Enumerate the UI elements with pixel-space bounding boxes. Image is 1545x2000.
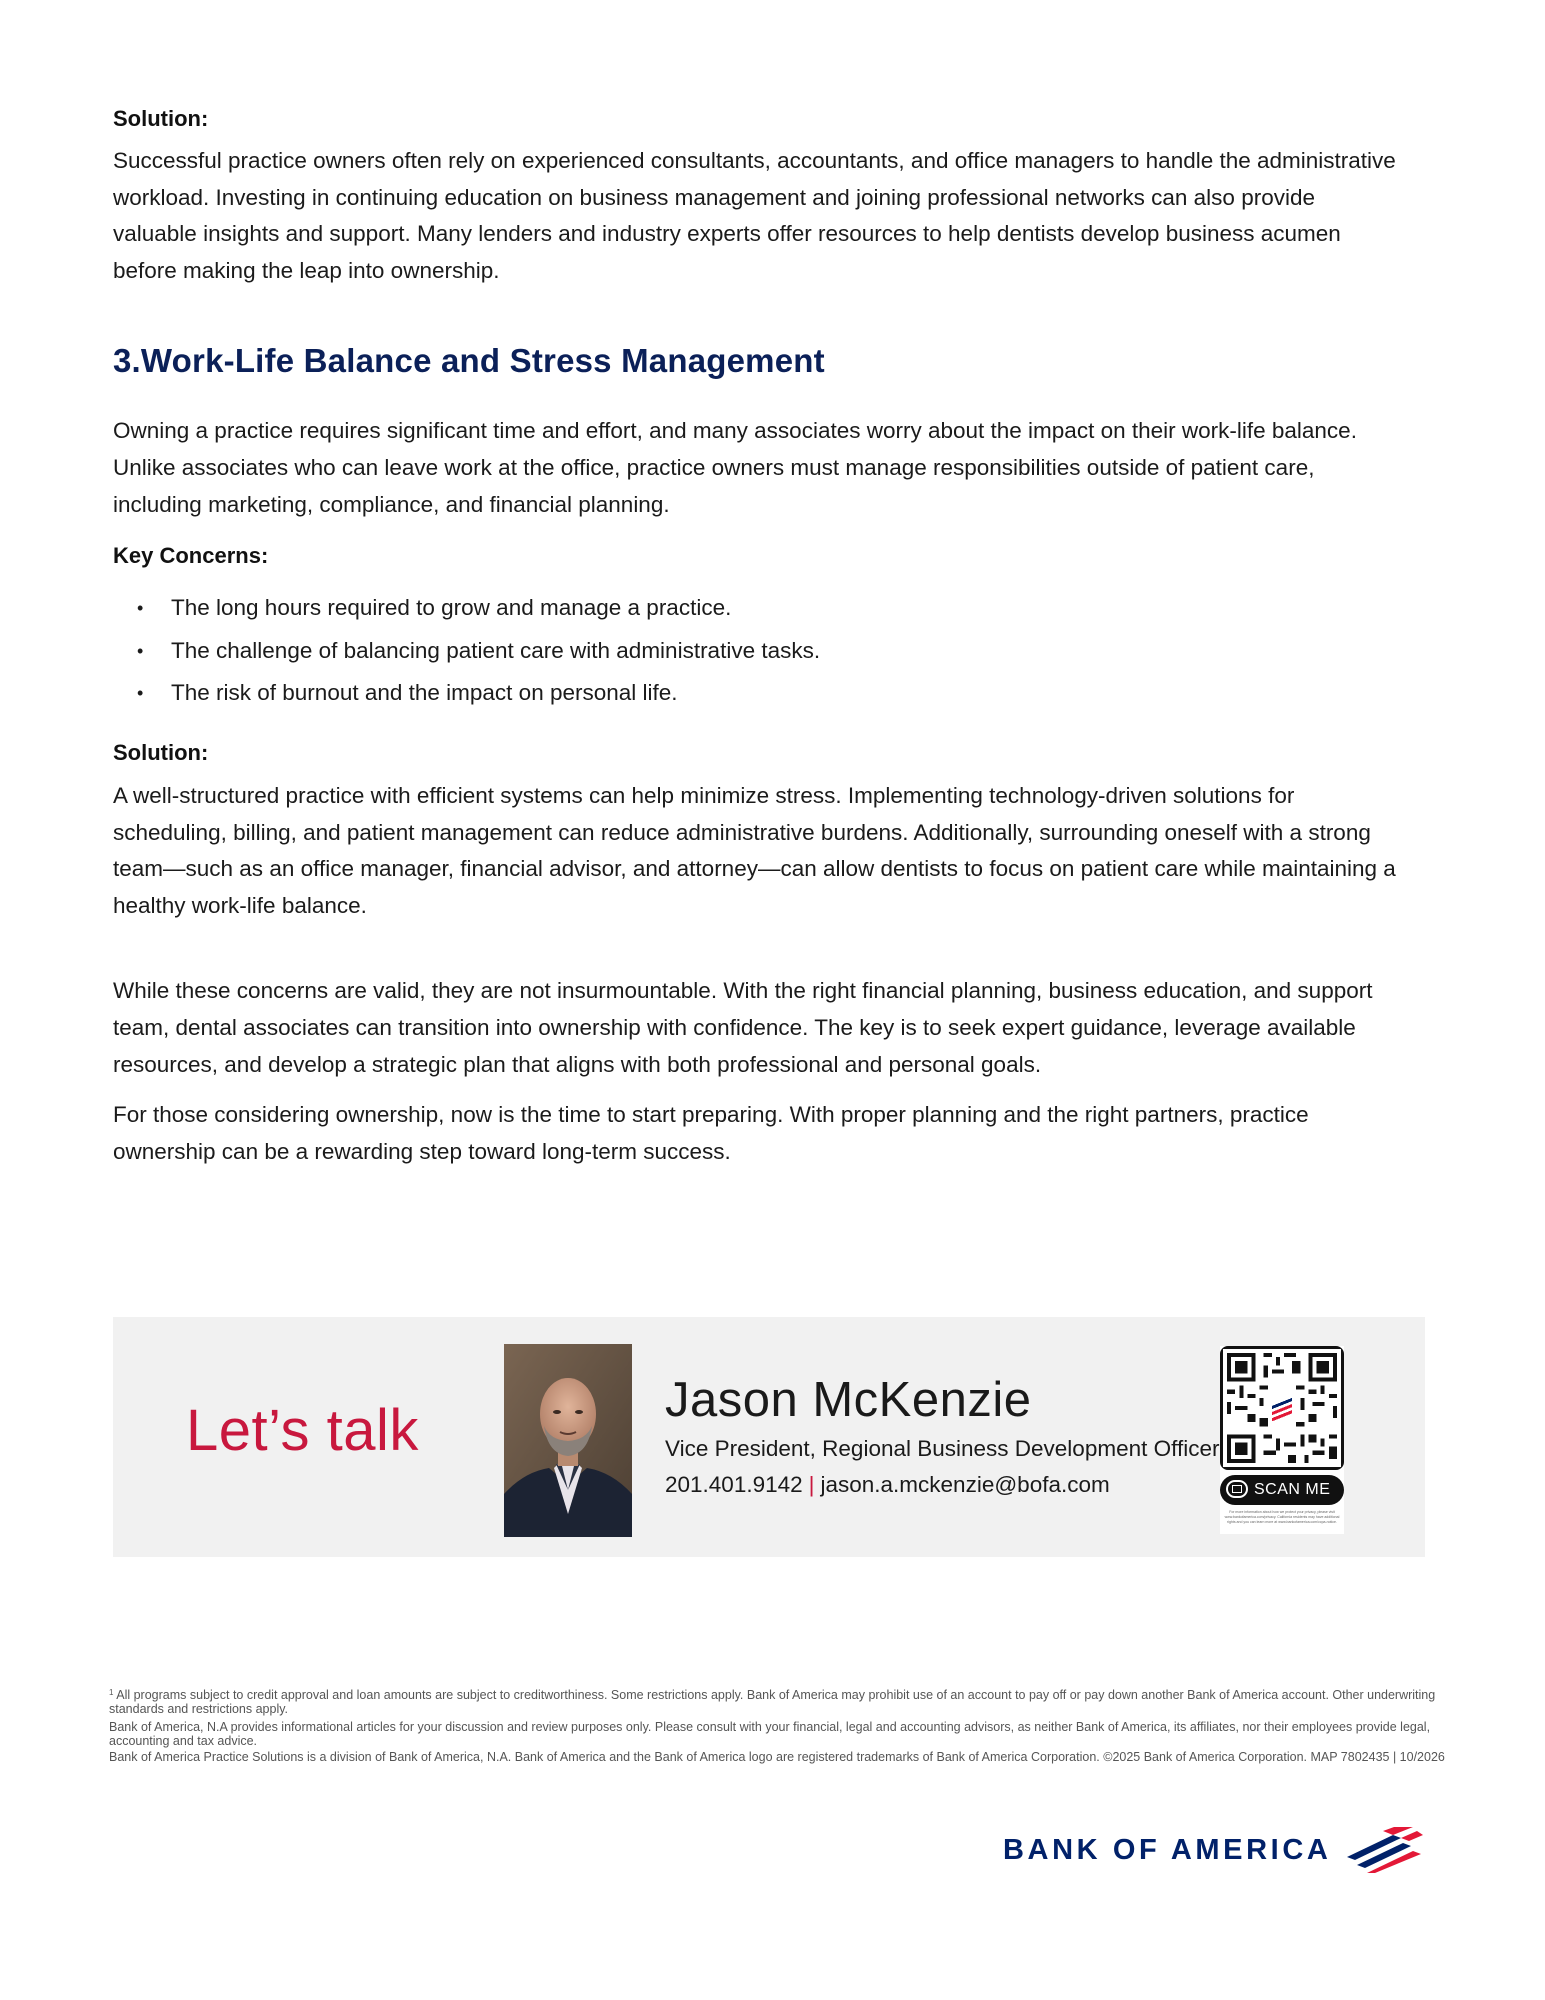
contact-separator: |	[808, 1472, 815, 1497]
closing-paragraph-2: For those considering ownership, now is the time to start preparing. With proper planning and the right partners, practice ownership can be a rewarding step toward long-term success.	[113, 1102, 1309, 1164]
solution-paragraph-1: Successful practice owners often rely on experienced consultants, accountants, and office managers to handle the administrative workload. Investing in continuing education on business management and joining professional networks can also provide valuable insights and support. Many lenders and industry experts offer resources to help dentists develop business acumen before making the leap into ownership.	[113, 148, 1396, 283]
contact-email[interactable]: jason.a.mckenzie@bofa.com	[820, 1472, 1110, 1497]
disclaimer-line-1	[109, 1686, 1489, 1716]
id-card-icon	[1226, 1480, 1248, 1498]
disclaimer-line-3: Bank of America Practice Solutions is a division of Bank of America, N.A. Bank of America and the Bank of America logo are registered trademarks of Bank of America Corporation. ©2025 Bank of America Corporation. MAP 7802435 | 10/2026	[109, 1750, 1445, 1765]
bank-of-america-logo	[1003, 1827, 1423, 1875]
key-concerns-label: Key Concerns:	[113, 543, 269, 568]
scan-me-button[interactable]	[1220, 1475, 1344, 1505]
contact-banner	[113, 1317, 1425, 1557]
avatar	[504, 1344, 632, 1537]
solution-label-1: Solution:	[113, 106, 209, 131]
disclaimer-text-1: All programs subject to credit approval and loan amounts are subject to creditworthiness. Some restrictions apply. Bank of America may prohibit use of an account to pay off or pay down another Bank of America account. Other underwriting standards and restrictions apply.	[109, 1688, 1436, 1716]
qr-code-icon[interactable]	[1220, 1346, 1344, 1470]
qr-code-graphic	[1223, 1349, 1341, 1467]
portrait-photo	[504, 1344, 632, 1537]
section-heading: 3.Work-Life Balance and Stress Management	[113, 342, 825, 379]
key-concerns-list	[113, 587, 820, 715]
lets-talk-heading: Let’s talk	[186, 1398, 419, 1463]
list-item: • The long hours required to grow and manage a practice.	[113, 587, 820, 630]
footnote-marker: 1	[109, 1688, 114, 1697]
solution-paragraph-2: A well-structured practice with efficient systems can help minimize stress. Implementing technology-driven solutions for scheduling, billing, and patient management can reduce administrative burdens. Additionally, surrounding oneself with a strong team—such as an office manager, financial advisor, and attorney—can allow dentists to focus on patient care while maintaining a healthy work-life balance.	[113, 783, 1396, 918]
qr-fine-print: For more information about how we protect your privacy, please visit www.bankofamerica.com/privacy. California residents may have additional rights and you can learn more at www.bankofamerica.com/ccpa-notice.	[1224, 1510, 1340, 1524]
list-item: • The challenge of balancing patient care with administrative tasks.	[113, 630, 820, 673]
list-item: • The risk of burnout and the impact on personal life.	[113, 672, 820, 715]
contact-details	[665, 1472, 1110, 1498]
contact-name: Jason McKenzie	[665, 1373, 1032, 1427]
contact-phone[interactable]: 201.401.9142	[665, 1472, 803, 1497]
scan-me-label: SCAN ME	[1254, 1481, 1331, 1498]
closing-paragraph-1: While these concerns are valid, they are not insurmountable. With the right financial planning, business education, and support team, dental associates can transition into ownership with confidence. The key is to seek expert guidance, leverage available resources, and develop a strategic plan that aligns with both professional and personal goals.	[113, 978, 1373, 1077]
bank-of-america-flag-icon	[1343, 1827, 1423, 1873]
footer-disclaimer	[109, 1686, 1489, 1770]
logo-wordmark: BANK OF AMERICA	[1003, 1834, 1332, 1866]
contact-title: Vice President, Regional Business Development Officer	[665, 1436, 1220, 1461]
qr-code-block[interactable]	[1220, 1346, 1344, 1534]
section-intro-paragraph: Owning a practice requires significant time and effort, and many associates worry about the impact on their work-life balance. Unlike associates who can leave work at the office, practice owners must manage responsibilities outside of patient care, including marketing, compliance, and financial planning.	[113, 418, 1357, 517]
disclaimer-line-2: Bank of America, N.A provides informational articles for your discussion and review purposes only. Please consult with your financial, legal and accounting advisors, as neither Bank of America, its affiliates, nor their employees provide legal, accounting and tax advice.	[109, 1720, 1431, 1748]
solution-label-2: Solution:	[113, 740, 209, 765]
